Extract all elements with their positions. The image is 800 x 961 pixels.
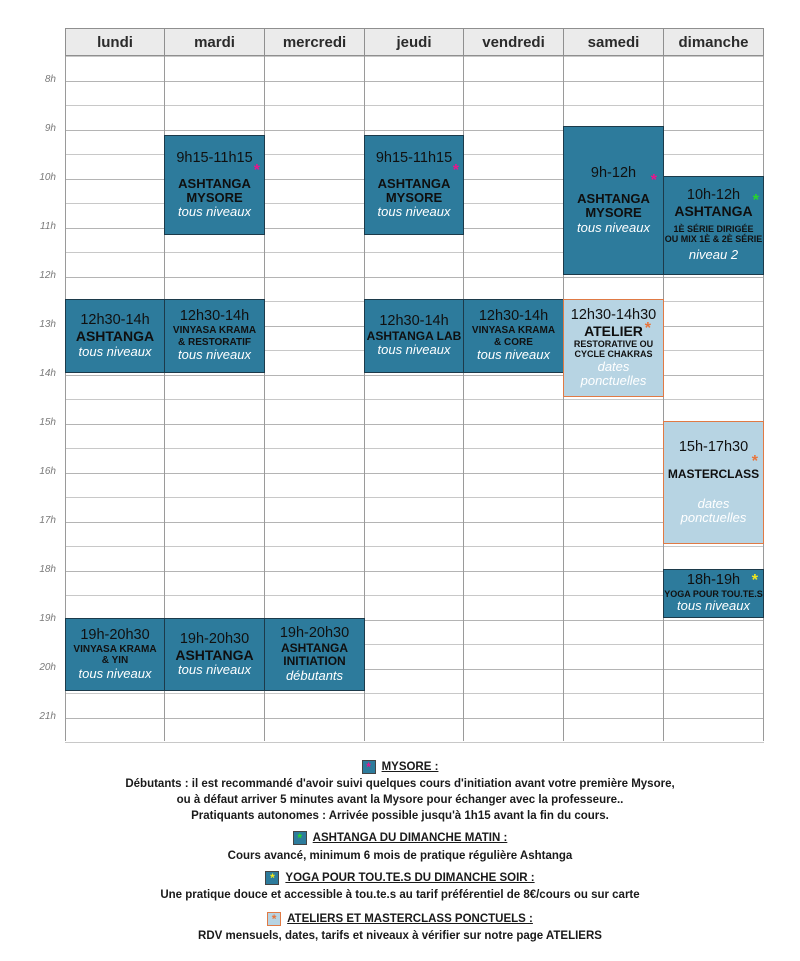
class-detail: RESTORATIVE OU	[573, 339, 654, 350]
class-level: tous niveaux	[178, 347, 251, 363]
workshop-block-dimanche-masterclass	[663, 421, 764, 544]
class-name: INITIATION	[283, 654, 346, 669]
class-time: 12h30-14h30	[570, 306, 657, 323]
workshop-star-icon: *	[644, 320, 651, 337]
grid-hline	[65, 473, 764, 474]
class-time: 9h15-11h15	[176, 149, 253, 166]
class-level: tous niveaux	[78, 343, 152, 359]
day-header-mardi: mardi	[164, 28, 265, 56]
class-name: ATELIER	[584, 322, 643, 339]
class-level: tous niveaux	[178, 204, 251, 220]
class-block-jeudi-midi	[364, 299, 464, 373]
grid-hline	[65, 277, 764, 278]
hour-label: 12h	[39, 270, 56, 281]
hour-label: 9h	[44, 123, 56, 134]
hour-label: 20h	[39, 662, 56, 673]
legend-text: Une pratique douce et accessible à tou.te.s au tarif préférentiel de 8€/cours ou sur carte	[160, 889, 640, 901]
sunday-evening-star-icon: *	[751, 572, 758, 589]
class-block-lundi-soir	[65, 618, 165, 691]
legend-title: MYSORE :	[381, 761, 439, 773]
class-block-lundi-midi	[65, 299, 165, 373]
class-name: MYSORE	[385, 189, 443, 205]
class-level: tous niveaux	[677, 598, 750, 614]
hour-label: 18h	[39, 564, 56, 575]
day-header-lundi: lundi	[65, 28, 165, 56]
grid-hline	[65, 522, 764, 523]
class-level: niveau 2	[688, 247, 739, 263]
class-block-jeudi-mysore	[364, 135, 464, 235]
grid-hline	[65, 424, 764, 425]
grid-hline	[65, 448, 764, 449]
legend-workshops-heading	[0, 912, 800, 926]
class-detail: & YIN	[101, 655, 129, 667]
legend-sunday-evening-heading	[0, 871, 800, 885]
legend-title: YOGA POUR TOU.TE.S DU DIMANCHE SOIR :	[285, 872, 535, 884]
grid-hline	[65, 571, 764, 572]
class-level: dates	[597, 358, 630, 374]
class-detail: CYCLE CHAKRAS	[574, 349, 653, 360]
class-block-samedi-mysore	[563, 126, 664, 275]
class-name: ASHTANGA LAB	[366, 329, 462, 344]
class-level: ponctuelles	[680, 510, 747, 526]
class-time: 12h30-14h	[379, 313, 449, 330]
class-detail: OU MIX 1È & 2È SÉRIE	[664, 234, 763, 245]
legend-title: ASHTANGA DU DIMANCHE MATIN :	[312, 832, 508, 844]
workshop-star-icon: *	[751, 453, 758, 470]
day-header-samedi: samedi	[563, 28, 664, 56]
class-name: ASHTANGA	[75, 328, 155, 345]
grid-hline	[65, 81, 764, 82]
class-level: tous niveaux	[178, 662, 251, 678]
grid-hline	[65, 693, 764, 694]
legend-title: ATELIERS ET MASTERCLASS PONCTUELS :	[287, 913, 533, 925]
legend-sunday-morning-heading	[0, 831, 800, 845]
class-time: 18h-19h	[686, 572, 741, 589]
class-block-mardi-midi	[164, 299, 265, 373]
class-level: tous niveaux	[377, 204, 451, 220]
class-detail: VINYASA KRAMA	[471, 325, 556, 337]
grid-hline	[65, 105, 764, 106]
class-time: 10h-12h	[686, 187, 741, 204]
class-level: tous niveaux	[577, 219, 650, 235]
mysore-star-icon: *	[362, 760, 376, 774]
grid-hline	[65, 399, 764, 400]
class-block-mardi-soir	[164, 618, 265, 691]
grid-hline	[65, 56, 764, 57]
class-name: MASTERCLASS	[667, 466, 760, 481]
hour-label: 8h	[44, 74, 56, 85]
hour-label: 10h	[39, 172, 56, 183]
grid-hline	[65, 718, 764, 719]
class-block-mardi-mysore	[164, 135, 265, 235]
grid-hline	[65, 546, 764, 547]
grid-hline	[65, 742, 764, 743]
class-level: ponctuelles	[580, 373, 647, 388]
class-block-vendredi-midi	[463, 299, 564, 373]
class-block-dimanche-ashtanga	[663, 176, 764, 275]
class-detail: VINYASA KRAMA	[73, 643, 157, 655]
class-name: ASHTANGA	[377, 175, 451, 191]
hour-label: 19h	[39, 613, 56, 624]
class-time: 19h-20h30	[80, 626, 150, 643]
class-level: dates	[697, 495, 730, 511]
sunday-morning-star-icon: *	[293, 831, 307, 845]
grid-hline	[65, 595, 764, 596]
class-level: débutants	[285, 667, 344, 683]
sunday-morning-star-icon: *	[752, 192, 759, 209]
class-time: 19h-20h30	[279, 625, 350, 642]
legend-text: Débutants : il est recommandé d'avoir suivi quelques cours d'initiation avant votre première Mysore,	[125, 778, 675, 790]
class-time: 19h-20h30	[179, 630, 250, 647]
legend-text: ou à défaut arriver 5 minutes avant la Mysore pour échanger avec la professeure..	[176, 794, 624, 806]
hour-label: 21h	[39, 711, 56, 722]
class-name: ASHTANGA	[280, 641, 349, 656]
class-detail: VINYASA KRAMA	[172, 325, 257, 337]
class-time: 9h-12h	[590, 165, 637, 182]
class-name: ASHTANGA	[577, 191, 650, 207]
workshop-block-samedi-atelier	[563, 299, 664, 397]
class-block-dimanche-soir	[663, 569, 764, 618]
class-level: tous niveaux	[78, 665, 152, 681]
grid-hline	[65, 497, 764, 498]
sunday-evening-star-icon: *	[265, 871, 279, 885]
hour-label: 13h	[39, 319, 56, 330]
class-name: ASHTANGA	[178, 175, 251, 191]
day-header-dimanche: dimanche	[663, 28, 764, 56]
hour-label: 11h	[40, 221, 56, 232]
class-name: MYSORE	[186, 189, 243, 205]
class-detail: 1È SÉRIE DIRIGÉE	[673, 223, 754, 234]
mysore-star-icon: *	[253, 162, 260, 179]
hour-label: 14h	[39, 368, 56, 379]
workshop-star-icon: *	[267, 912, 281, 926]
class-detail: & RESTORATIF	[178, 336, 251, 348]
class-time: 12h30-14h	[179, 308, 250, 325]
hour-label: 17h	[39, 515, 56, 526]
class-name: MYSORE	[585, 205, 642, 221]
class-name: ASHTANGA	[674, 203, 753, 220]
day-header-mercredi: mercredi	[264, 28, 365, 56]
class-time: 12h30-14h	[80, 312, 150, 329]
grid-vline	[763, 56, 764, 741]
legend-mysore-heading	[0, 760, 800, 774]
class-name: ASHTANGA	[175, 646, 254, 663]
legend-text: Pratiquants autonomes : Arrivée possible jusqu'à 1h15 avant la fin du cours.	[191, 810, 609, 822]
hour-label: 15h	[39, 417, 56, 428]
class-block-mercredi-soir	[264, 618, 365, 691]
mysore-star-icon: *	[452, 162, 459, 179]
class-time: 9h15-11h15	[375, 149, 453, 166]
class-time: 15h-17h30	[678, 438, 749, 455]
legend-text: Cours avancé, minimum 6 mois de pratique régulière Ashtanga	[227, 850, 573, 862]
class-detail: & CORE	[494, 336, 533, 348]
class-time: 12h30-14h	[478, 308, 549, 325]
mysore-star-icon: *	[650, 172, 657, 189]
class-name: YOGA POUR TOU.TE.S	[664, 589, 763, 600]
day-header-vendredi: vendredi	[463, 28, 564, 56]
class-level: tous niveaux	[477, 347, 550, 363]
legend-text: RDV mensuels, dates, tarifs et niveaux à vérifier sur notre page ATELIERS	[198, 930, 602, 942]
hour-label: 16h	[39, 466, 56, 477]
class-level: tous niveaux	[377, 342, 451, 358]
day-header-jeudi: jeudi	[364, 28, 464, 56]
